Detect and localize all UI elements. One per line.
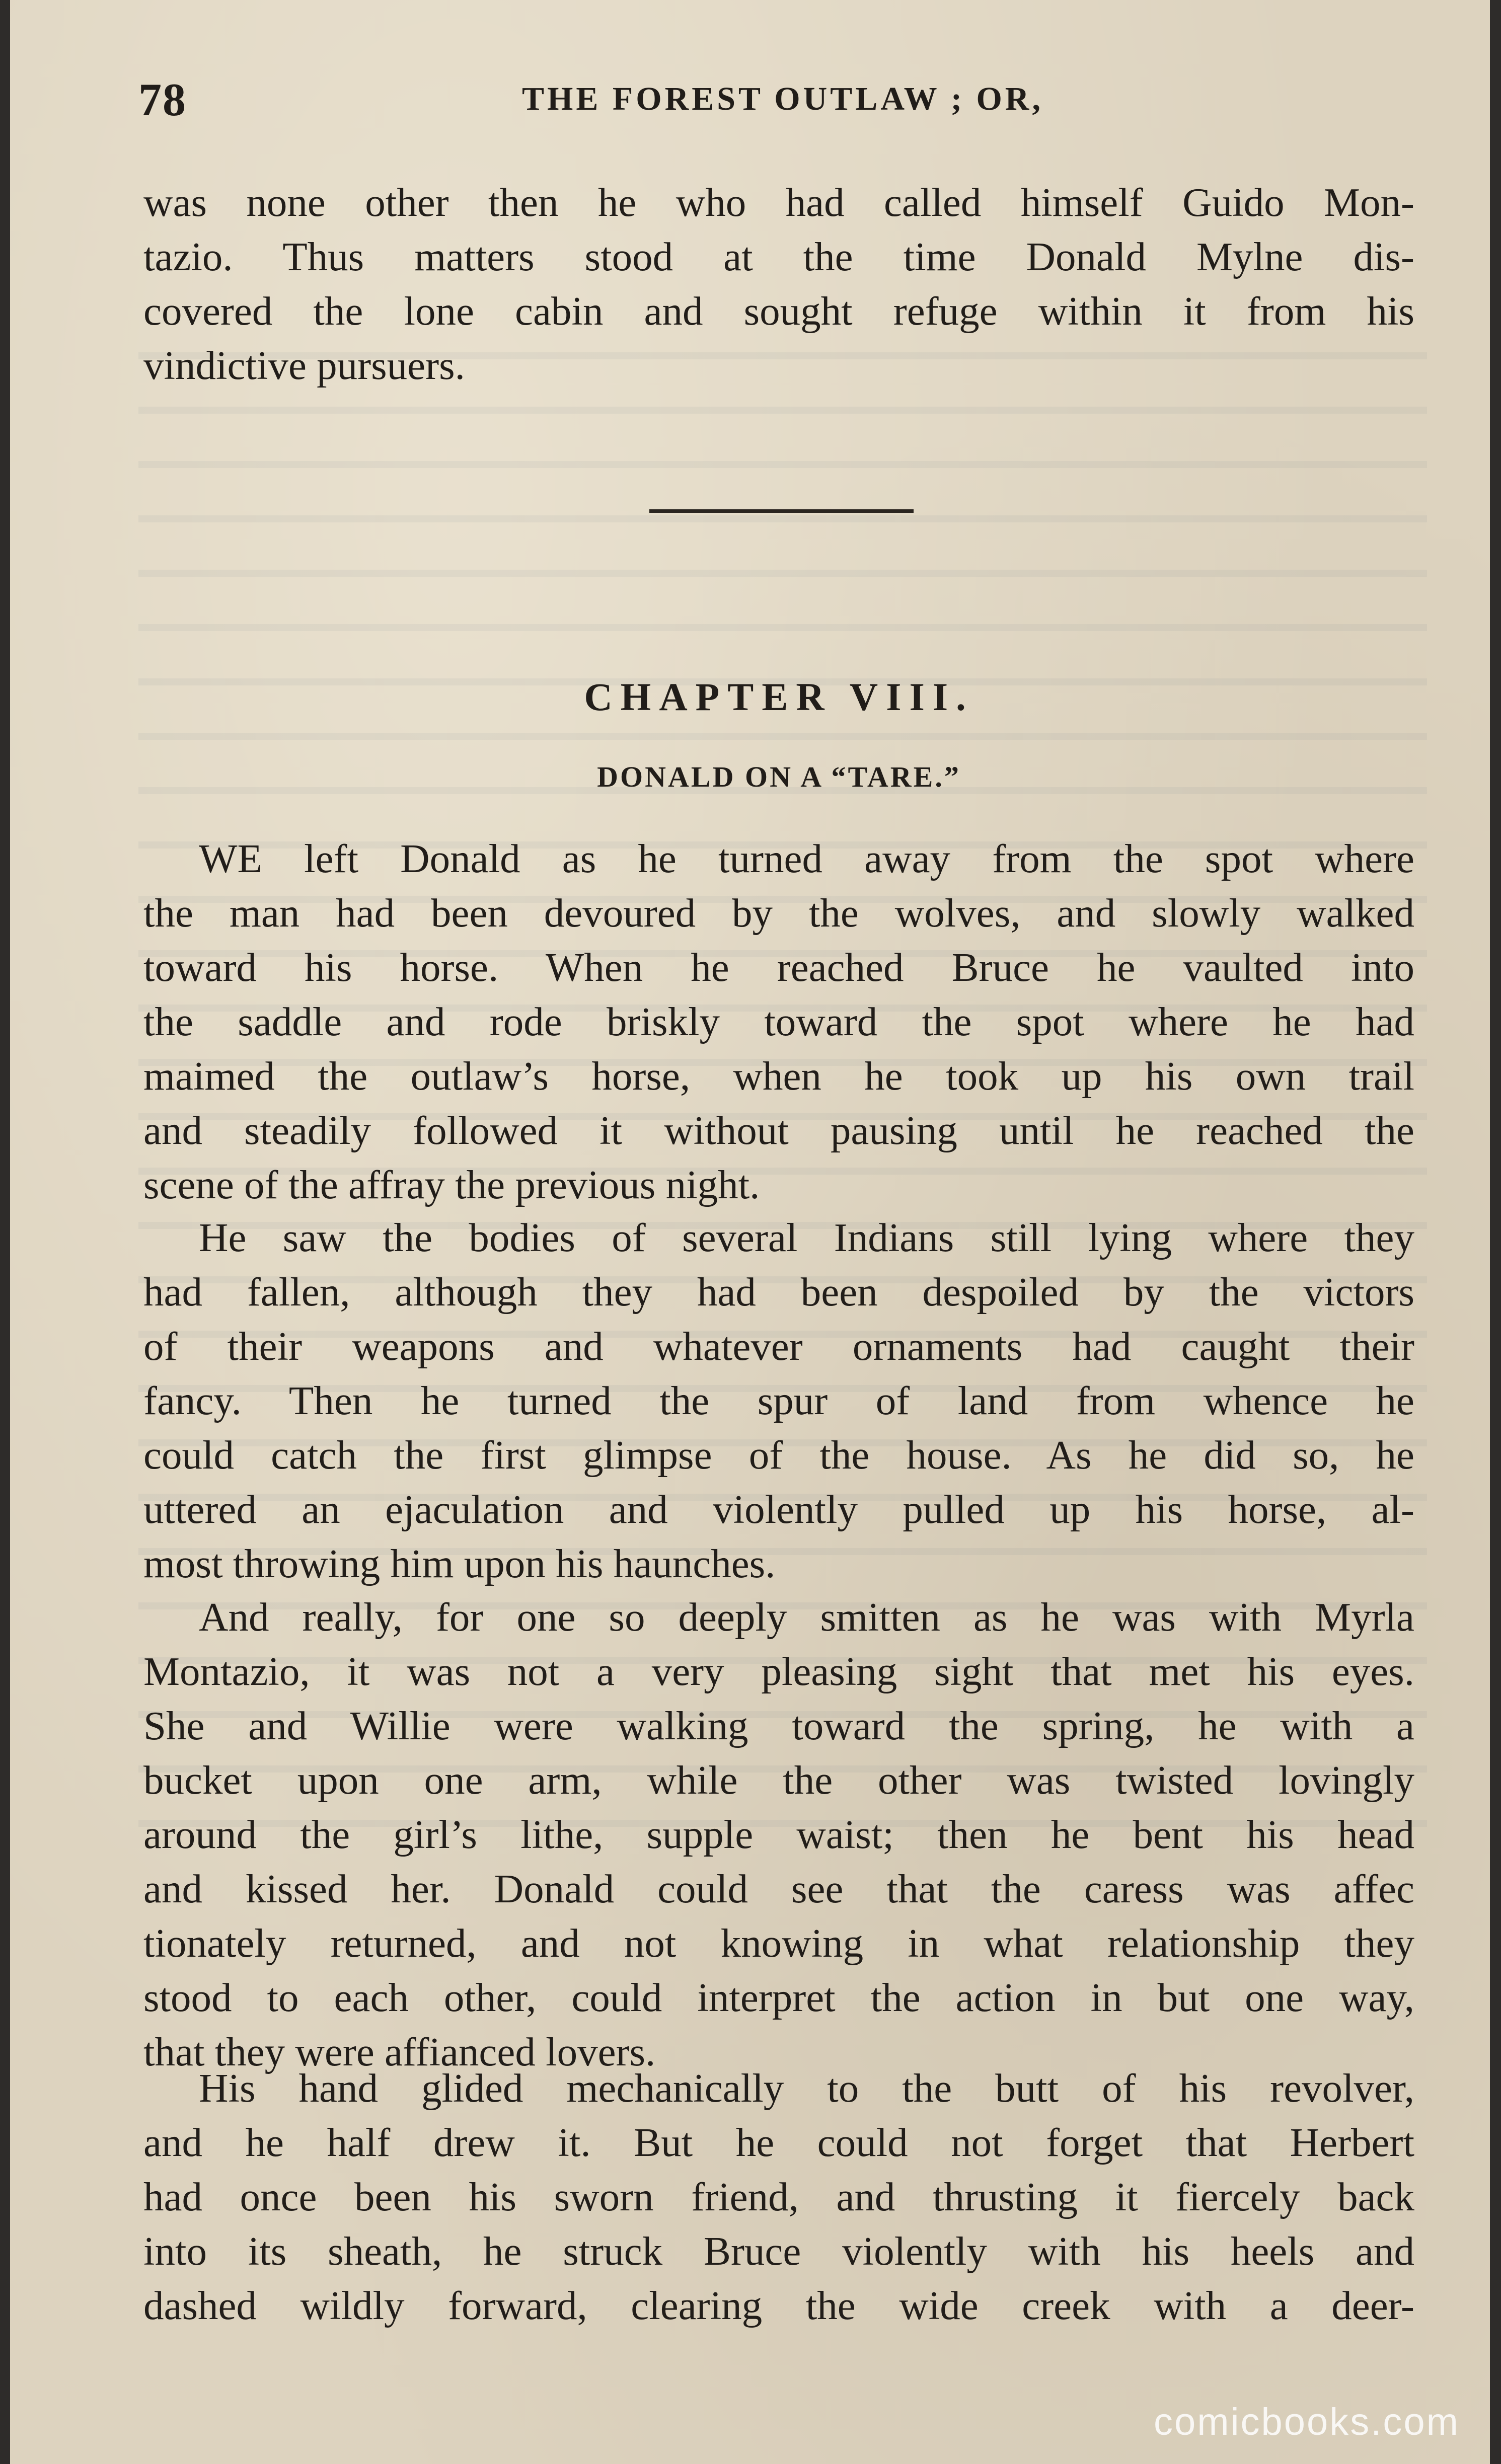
text-line: stood to each other, could interpret the action in but one way,	[143, 1975, 1414, 2020]
text-line: And really, for one so deeply smitten as he was with Myrla	[199, 1594, 1414, 1640]
chapter-title: CHAPTER VIII.	[584, 675, 974, 719]
text-line: that they were affianced lovers.	[143, 2029, 656, 2074]
text-line: His hand glided mechanically to the butt of his revolver,	[199, 2065, 1414, 2111]
text-line: She and Willie were walking toward the spring, he with a	[143, 1703, 1414, 1748]
running-title: THE FOREST OUTLAW ; OR,	[522, 81, 1043, 117]
page-number: 78	[138, 74, 187, 125]
book-page	[10, 0, 1490, 2464]
paragraph-3	[143, 1590, 1414, 2079]
text-line: Montazio, it was not a very pleasing sight that met his eyes.	[143, 1649, 1414, 1694]
text-line: and steadily followed it without pausing until he reached the	[143, 1108, 1414, 1153]
text-line: had once been his sworn friend, and thrusting it fiercely back	[143, 2174, 1414, 2219]
text-line: had fallen, although they had been despoiled by the victors	[143, 1269, 1414, 1315]
site-watermark: comicbooks.com	[1154, 2401, 1460, 2443]
text-line: WE left Donald as he turned away from the spot where	[199, 836, 1414, 881]
chapter-subtitle: DONALD ON A “TARE.”	[597, 760, 961, 793]
text-line: maimed the outlaw’s horse, when he took up his own trail	[143, 1053, 1414, 1099]
section-divider	[649, 509, 914, 513]
text-line: of their weapons and whatever ornaments had caught their	[143, 1324, 1414, 1369]
text-line: most throwing him upon his haunches.	[143, 1541, 776, 1586]
text-line: toward his horse. When he reached Bruce he vaulted into	[143, 945, 1414, 990]
opening-paragraph	[143, 175, 1414, 393]
text-line: tazio. Thus matters stood at the time Donald Mylne dis-	[143, 234, 1414, 279]
text-line: fancy. Then he turned the spur of land from whence he	[143, 1378, 1414, 1423]
text-line: around the girl’s lithe, supple waist; then he bent his head	[143, 1812, 1414, 1857]
text-line: He saw the bodies of several Indians still lying where they	[199, 1215, 1414, 1260]
paragraph-1	[143, 831, 1414, 1212]
text-line: the man had been devoured by the wolves, and slowly walked	[143, 890, 1414, 936]
text-line: uttered an ejaculation and violently pulled up his horse, al-	[143, 1487, 1414, 1532]
text-line: scene of the affray the previous night.	[143, 1162, 760, 1207]
text-line: vindictive pursuers.	[143, 343, 465, 388]
text-line: tionately returned, and not knowing in what relationship they	[143, 1920, 1414, 1966]
text-line: was none other then he who had called himself Guido Mon-	[143, 180, 1414, 225]
text-line: into its sheath, he struck Bruce violently with his heels and	[143, 2228, 1414, 2274]
text-line: dashed wildly forward, clearing the wide creek with a deer-	[143, 2283, 1414, 2328]
paragraph-4	[143, 2061, 1414, 2333]
text-line: could catch the first glimpse of the house. As he did so, he	[143, 1432, 1414, 1478]
text-line: and he half drew it. But he could not forget that Herbert	[143, 2120, 1414, 2165]
page-header	[138, 73, 1427, 138]
text-line: the saddle and rode briskly toward the spot where he had	[143, 999, 1414, 1044]
text-line: covered the lone cabin and sought refuge within it from his	[143, 288, 1414, 334]
paragraph-2	[143, 1210, 1414, 1591]
text-line: bucket upon one arm, while the other was twisted lovingly	[143, 1757, 1414, 1803]
text-line: and kissed her. Donald could see that the caress was affec	[143, 1866, 1414, 1911]
